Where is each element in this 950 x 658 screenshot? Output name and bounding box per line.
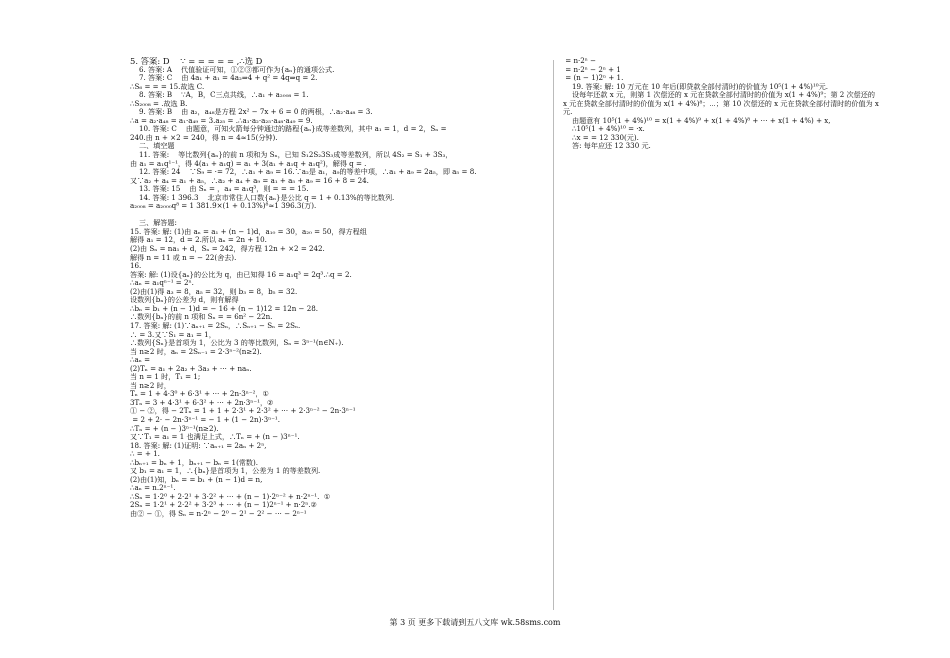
text-line: 16. [130,261,142,271]
text-line: 设每年还款 x 元，则第 1 次偿还的 x 元在贷款全部付清时的价值为 x(1 + 4%)⁹；第 2 次偿还的 [563,90,875,100]
text-line: ∴aₙ = a₁qⁿ⁻¹ = 2ⁿ. [130,278,194,288]
text-line: = 2 + 2· − 2n·3ⁿ⁻¹ = − 1 + (1 − 2n)·3ⁿ⁻¹. [130,414,281,424]
text-line: 当 n = 1 时，T₁ = 1; [130,372,201,382]
text-line: 当 n≥2 时，aₙ = 2Sₙ₋₁ = 2·3ⁿ⁻²(n≥2). [130,346,262,356]
text-line: 元. [563,107,573,117]
text-line: ∴aₙ = [130,355,151,365]
text-line: ∴a = a₂·a₄₈ = a₁·a₄₉ = 3.a₂₅ = .∴a₁·a₂·a₂₅·a₄₈·a₄₉ = 9. [130,115,313,125]
text-line: 又 b₁ = a₁ = 1，∴{bₙ}是首项为 1，公差为 1 的等差数列. [130,466,321,476]
text-line: ∴bₙ₊₁ = bₙ + 1，bₙ₊₁ − bₙ = 1(常数). [130,457,259,467]
text-line: 2Sₙ = 1·2¹ + 2·2² + 3·2³ + ⋯ + (n − 1)2ⁿ⁻¹ + n·2ⁿ.② [130,500,317,510]
text-line: ① − ②，得 − 2Tₙ = 1 + 1 + 2·3¹ + 2·3² + ⋯ + 2·3ⁿ⁻² − 2n·3ⁿ⁻¹ [130,406,356,416]
text-line: Tₙ = 1 + 4·3⁰ + 6·3¹ + ⋯ + 2n·3ⁿ⁻²，① [130,389,269,399]
text-line: 7. 答案: C 由 4a₁ + a₁ = 4a₂⇒4 + q² = 4q⇒q = 2. [130,73,318,83]
text-line: ∴数列{bₙ}的前 n 项和 Sₙ = = 6n² − 22n. [130,312,273,322]
text-line: 8. 答案: B ∵A，B，C三点共线，∴a₁ + a₂₀₀₈ = 1. [130,90,309,100]
text-line: 答: 每年应还 12 330 元. [563,141,651,151]
text-line: ∴ = + 1. [130,449,160,459]
text-line: 18. 答案: 解: (1)证明: ∵aₙ₊₁ = 2aₙ + 2ⁿ, [130,440,267,450]
text-line: 设数列{bₙ}的公差为 d，则有解得 [130,295,239,305]
text-line: 5. 答案: D ∵ = = = = = ,∴选 D [130,57,263,66]
text-line: 10. 答案: C 由题意，可知火箭每分钟通过的路程{aₙ}成等差数列，其中 a₁ = 1，d = 2，Sₙ = [130,124,447,134]
answer-column-right [563,57,933,207]
text-line: ∴数列{Sₙ}是首项为 1，公比为 3 的等比数列，Sₙ = 3ⁿ⁻¹(n∈N₊). [130,338,344,348]
text-line: ∴x = = 12 330(元). [563,132,639,142]
text-line [130,211,548,220]
text-line: = n·2ⁿ − [563,57,597,65]
text-line: (2)由 Sₙ = na₁ + d，Sₙ = 242，得方程 12n + ×2 = 242. [130,244,325,254]
text-line: a₂₀₀₈ = a₂₀₀₀q⁸ = 1 381.9×(1 + 0.13%)⁸≈1 396.3(万). [130,201,317,211]
text-line: ∴Tₙ = + (n − )3ⁿ⁻¹(n≥2). [130,423,219,433]
text-line: 答案: 解: (1)设{aₙ}的公比为 q，由已知得 16 = a₁q³ = 2q³.∴q = 2. [130,269,352,279]
text-line: 由② − ①，得 Sₙ = n·2ⁿ − 2⁰ − 2¹ − 2² − ⋯ − 2ⁿ⁻¹ [130,508,307,518]
text-line: 解得 n = 11 或 n = − 22(舍去). [130,252,237,262]
text-line: ∴10⁵(1 + 4%)¹⁰ = ·x. [563,124,645,134]
text-line: 14. 答案: 1 396.3 北京市常住人口数{aₙ}是公比 q = 1 + 0.13%的等比数列. [130,192,395,202]
text-line: x 元在贷款全部付清时的价值为 x(1 + 4%)⁸；⋯；第 10 次偿还的 x 元在贷款全部付清时的价值为 x [563,98,879,108]
text-line: ∴bₙ = b₁ + (n − 1)d = − 16 + (n − 1)12 = 12n − 28. [130,303,319,313]
text-line: 12. 答案: 24 ∵S₉ = ·= 72，∴a₁ + a₉ = 16.∵a₂是 a₁，a₉的等差中项，∴a₁ + a₉ = 2a₅，即 a₅ = 8. [130,167,477,177]
text-line: 13. 答案: 15 由 Sₙ = ，a₄ = a₁q³，则 = = = 15. [130,184,309,194]
text-line: (2)Tₙ = a₁ + 2a₂ + 3a₃ + ⋯ + naₙ. [130,363,252,373]
text-line: 由题意有 10⁵(1 + 4%)¹⁰ = x(1 + 4%)⁹ + x(1 + 4%)⁸ + ⋯ + x(1 + 4%) + x, [563,115,831,125]
text-line: ∴ = 3.又∵S₁ = a₁ = 1， [130,329,216,339]
text-line: 11. 答案: 等比数列{aₙ}的前 n 项和为 Sₙ，已知 S₁2S₂3S₃成等差数列，所以 4S₂ = S₁ + 3S₃， [130,150,453,160]
text-line: 解得 a₁ = 12，d = 2.所以 aₙ = 2n + 10. [130,235,267,245]
answer-column-left [130,57,548,612]
text-line: 240.由 n + ×2 = 240，得 n = 4≈15(分钟). [130,132,278,142]
text-line: 9. 答案: B 由 a₂，a₄₈是方程 2x² − 7x + 6 = 0 的两根，∴a₂·a₄₈ = 3. [130,107,373,117]
text-line: 3Tₙ = 3 + 4·3¹ + 6·3² + ⋯ + 2n·3ⁿ⁻¹，② [130,397,274,407]
text-line: (2)由(1)知，bₙ = = b₁ + (n − 1)d = n, [130,474,263,484]
text-line: (2)由(1)得 a₃ = 8，a₅ = 32，则 b₃ = 8，b₅ = 32. [130,286,298,296]
text-line: ∴S₆ = = = 15.故选 C. [130,81,205,91]
text-line: 由 a₁ = a₁q¹⁻¹，得 4(a₁ + a₁q) = a₁ + 3(a₁ + a₁q + a₁q²)，解得 q = . [130,158,367,168]
text-line: 又∵T₁ = a₁ = 1 也满足上式，∴Tₙ = + (n − )3ⁿ⁻¹. [130,432,300,442]
text-line: 19. 答案: 解: 10 万元在 10 年后(即贷款全部付清时)的价值为 10⁵(1 + 4%)¹⁰元. [563,81,828,91]
column-divider [553,60,554,610]
text-line: 当 n≥2 时， [130,380,171,390]
text-line: 6. 答案: A 代值验证可知，①②③都可作为{aₙ}的通项公式. [130,64,335,74]
text-line: 17. 答案: 解: (1)∵aₙ₊₁ = 2Sₙ，∴Sₙ₊₁ − Sₙ = 2Sₙ. [130,320,301,330]
text-line: 15. 答案: 解: (1)由 aₙ = a₁ + (n − 1)d，a₁₀ = 30，a₂₀ = 50，得方程组 [130,226,367,236]
text-line: ∴S₂₀₀₈ = .故选 B. [130,98,188,108]
text-line: 又∵a₂ + a₄ = a₁ + a₅，∴a₂ + a₄ + a₉ = a₁ + a₅ + a₉ = 16 + 8 = 24. [130,175,369,185]
text-line: ∴Sₙ = 1·2⁰ + 2·2¹ + 3·2² + ⋯ + (n − 1)·2ⁿ⁻² + n·2ⁿ⁻¹. ① [130,491,331,501]
text-line: = n·2ⁿ − 2ⁿ + 1 [563,64,621,74]
text-line: 二、填空题 [130,141,175,151]
text-line: ∴aₙ = n.2ⁿ⁻¹. [130,483,176,493]
text-line: = (n − 1)2ⁿ + 1. [563,73,624,83]
text-line: 三、解答题: [130,218,177,228]
page-footer: 第 3 页 更多下载请到五八文库 wk.58sms.com [389,618,561,627]
